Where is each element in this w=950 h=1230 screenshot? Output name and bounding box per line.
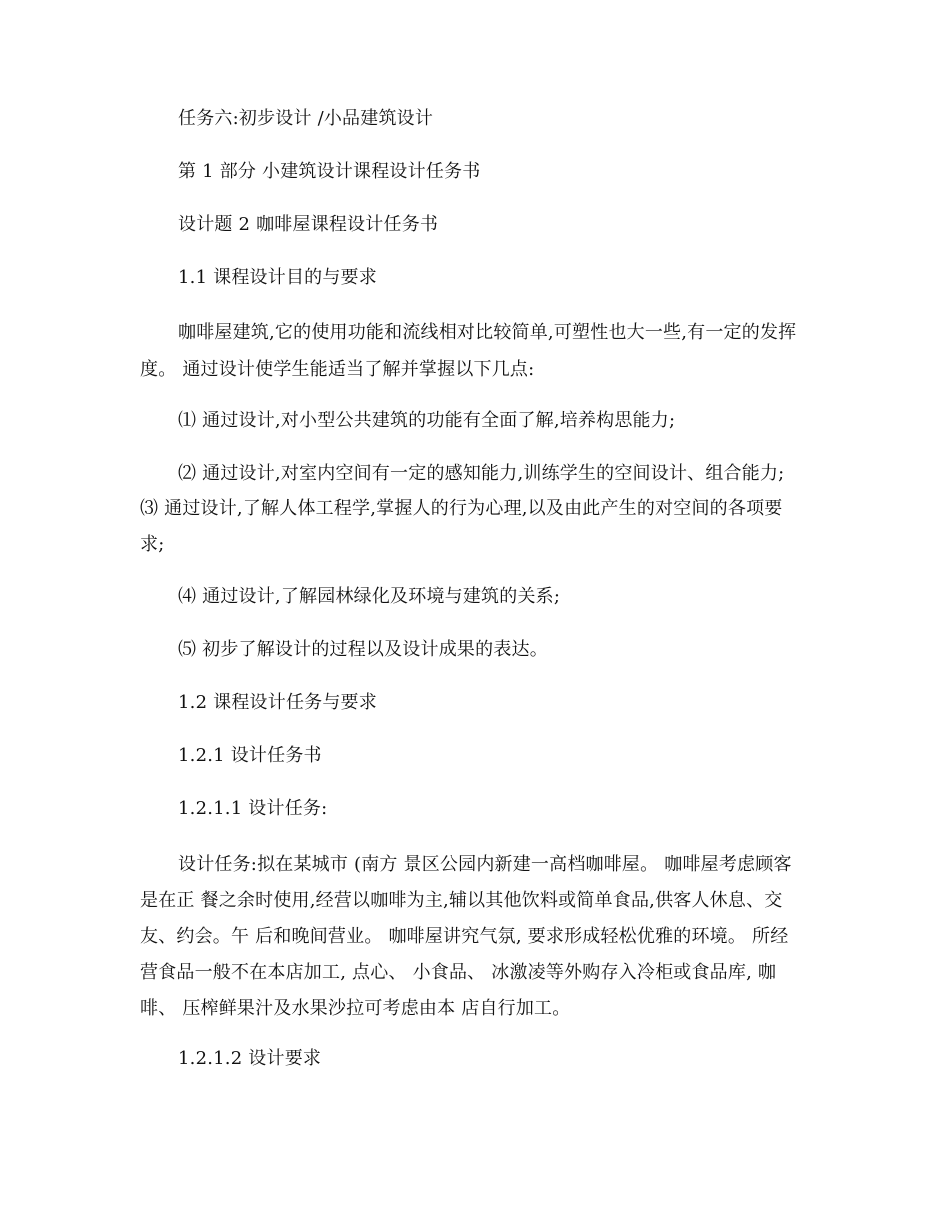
- paragraph-task-line-2: 是在正 餐之余时使用,经营以咖啡为主,辅以其他饮料或简单食品,供客人休息、交: [140, 890, 783, 911]
- section-heading-1-2-1: 1.2.1 设计任务书: [178, 745, 322, 766]
- section-heading-1-2: 1.2 课程设计任务与要求: [178, 692, 377, 713]
- paragraph-task-line-3: 友、约会。午 后和晚间营业。 咖啡屋讲究气氛, 要求形成轻松优雅的环境。 所经: [140, 926, 789, 947]
- design-topic-heading: 设计题 2 咖啡屋课程设计任务书: [178, 214, 439, 235]
- section-heading-1-2-1-2: 1.2.1.2 设计要求: [178, 1048, 322, 1069]
- paragraph-task-line-5: 啡、 压榨鲜果汁及水果沙拉可考虑由本 店自行加工。: [140, 998, 571, 1019]
- list-item-2: ⑵ 通过设计,对室内空间有一定的感知能力,训练学生的空间设计、组合能力;: [178, 463, 785, 484]
- paragraph-intro-line-1: 咖啡屋建筑,它的使用功能和流线相对比较简单,可塑性也大一些,有一定的发挥: [178, 322, 797, 343]
- list-item-3-line-1: ⑶ 通过设计,了解人体工程学,掌握人的行为心理,以及由此产生的对空间的各项要: [140, 498, 783, 519]
- section-heading-1-1: 1.1 课程设计目的与要求: [178, 267, 377, 288]
- paragraph-intro-line-2: 度。 通过设计使学生能适当了解并掌握以下几点:: [140, 359, 535, 380]
- section-heading-1-2-1-1: 1.2.1.1 设计任务:: [178, 798, 328, 819]
- paragraph-task-line-4: 营食品一般不在本店加工, 点心、 小食品、 冰激凌等外购存入冷柜或食品库, 咖: [140, 962, 777, 983]
- list-item-1: ⑴ 通过设计,对小型公共建筑的功能有全面了解,培养构思能力;: [178, 410, 676, 431]
- task-title: 任务六:初步设计 /小品建筑设计: [178, 108, 434, 129]
- paragraph-task-line-1: 设计任务:拟在某城市 (南方 景区公园内新建一高档咖啡屋。 咖啡屋考虑顾客: [178, 854, 792, 875]
- list-item-3-line-2: 求;: [140, 534, 165, 555]
- list-item-4: ⑷ 通过设计,了解园林绿化及环境与建筑的关系;: [178, 586, 561, 607]
- list-item-5: ⑸ 初步了解设计的过程以及设计成果的表达。: [178, 639, 548, 660]
- part-heading: 第 1 部分 小建筑设计课程设计任务书: [178, 161, 481, 182]
